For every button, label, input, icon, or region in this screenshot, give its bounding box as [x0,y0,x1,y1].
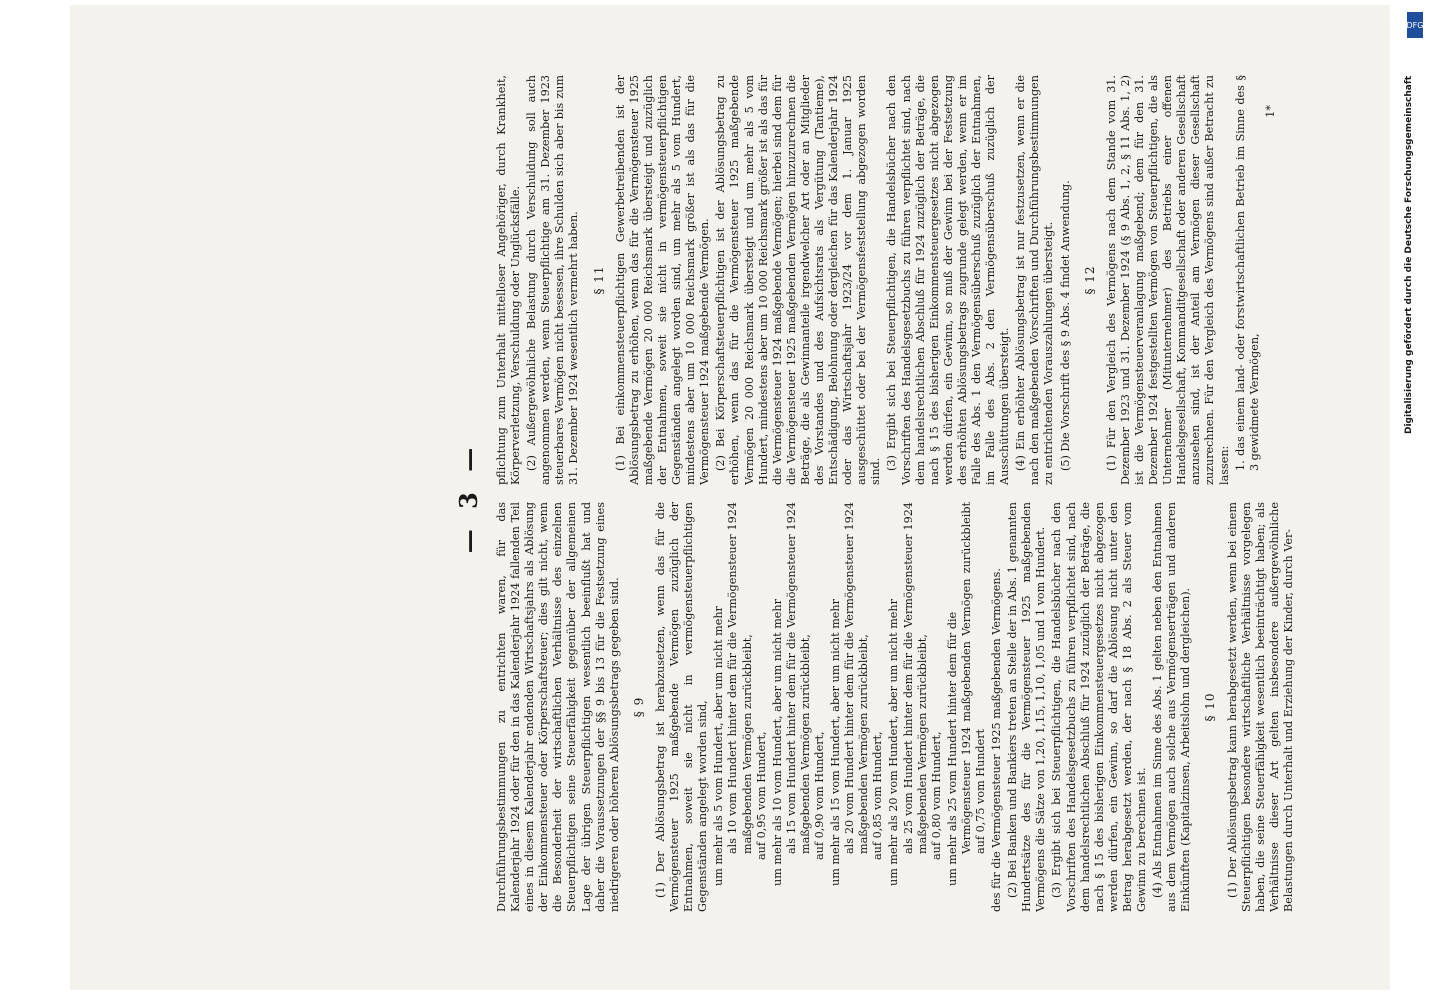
tier-item [829,502,885,912]
page-number: — 3 — [453,441,483,554]
section-heading: § 10 [1203,692,1218,722]
paragraph: (4) Ein erhöhter Ablösungsbetrag ist nur festzusetzen, wenn er die nach den maßgebenden Vorschriften und Durchführungsbestimmungen zu entrichtenden Vorauszahlungen übersteigt. [1014,75,1056,485]
section-heading: § 9 [631,696,646,718]
section-heading: § 12 [1082,265,1097,295]
rotated-page-content [70,5,1390,990]
paragraph: (2) Außergewöhnliche Belastung durch Verschuldung soll auch angenommen werden, wenn Steuerpflichtige am 31. Dezember 1923 steuerbares Vermögen nicht besessen, ihre Schulden sich aber bis zum 31. Dezember 1924 wesentlich vermehrt haben. [525,75,581,485]
paragraph: (1) Für den Vergleich des Vermögens nach dem Stande vom 31. Dezember 1923 und 31. Dezember 1924 (§ 9 Abs. 1, 2, § 11 Abs. 1, 2) ist die Vermögensteuerveranlagung maßgebend; dem für den 31. Dezember 1924 festgestellten Vermögen von Steuerpflichtigen, die als Unternehmer (Mitunternehmer) des Betriebs einer offenen Handelsgesellschaft, Kommanditgesellschaft oder anderen Gesellschaft anzusehen sind, ist der Anteil am Vermögen dieser Gesellschaft zuzurechnen. Für den Vergleich des Vermögens sind außer Betracht zu lassen: [1104,75,1231,485]
tier-item [712,502,768,912]
dfg-logo: DFG [1407,12,1423,38]
tier-line: auf 0,80 vom Hundert, [929,731,943,860]
paragraph: (3) Ergibt sich bei Steuerpflichtigen, die Handelsbücher nach den Vorschriften des Handelsgesetzbuchs zu führen verpflichtet sind, nach dem handelsrechtlichen Abschluß für 1924 zuzüglich der Beträge, die nach § 15 des bisherigen Einkommensteuergesetzes nicht abgezogen werden dürfen, ein Gewinn, so darf die Ablösung nicht unter den Betrag herabgesetzt werden, der nach § 18 Abs. 2 als Steuer vom Gewinn zu berechnen ist. [1050,502,1149,912]
paragraph: (1) Der Ablösungsbetrag kann herabgesetzt werden, wenn bei einem Steuerpflichtigen besondere wirtschaftliche Verhältnisse vorgelegen haben, die seine Steuerfähigkeit wesentlich beeinträchtigt haben; als Verhältnisse dieser Art gelten insbesondere außergewöhnliche Belastungen durch Unterhalt und Erziehung der Kinder, durch Ver- [1225,502,1295,912]
right-column [495,75,1315,485]
tier-line: als 10 vom Hundert hinter dem für die Vermögensteuer 1924 maßgebenden Vermögen zurückbleibt, [726,502,754,854]
tier-line: um mehr als 5 vom Hundert, aber um nicht mehr [712,606,726,886]
tier-item [887,502,943,912]
tier-line: auf 0,90 vom Hundert, [812,731,826,860]
tier-line: um mehr als 25 vom Hundert hinter dem für die [945,611,959,886]
paragraph: (5) Die Vorschrift des § 9 Abs. 4 findet Anwendung. [1058,180,1072,471]
funding-note: Digitalisierung gefördert durch die Deutsche Forschungsgemeinschaft [1404,75,1414,434]
footer-mark: 1* [1263,105,1277,118]
list-item: 1. das einem land- oder forstwirtschaftlichen Betrieb im Sinne des § 3 gewidmete Vermögen, [1233,75,1261,471]
paragraph: (2) Bei Körperschaftsteuerpflichtigen ist der Ablösungsbetrag zu erhöhen, wenn das für die Vermögensteuer 1925 maßgebende Vermögen 20 000 Reichsmark übersteigt und um mehr als 5 vom Hundert, mindestens aber um 10 000 Reichsmark größer ist als das für die Vermögensteuer 1924 maßgebende Vermögen; hierbei sind dem für die Vermögensteuer 1925 maßgebenden Vermögen hinzuzurechnen die Beträge, die als Gewinnanteile irgendwelcher Art oder an Mitglieder des Vorstandes und des Aufsichtsrats als Vergütung (Tantieme), Entschädigung, Belohnung oder dergleichen für das Kalenderjahr 1924 oder das Wirtschaftsjahr 1923/24 vor dem 1. Januar 1925 ausgeschüttet oder bei der Vermögensfeststellung abgezogen worden sind. [714,75,883,485]
scanned-page [70,5,1390,990]
paragraph: (1) Der Ablösungsbetrag ist herabzusetzen, wenn das für die Vermögensteuer 1925 maßgebende Vermögen zuzüglich der Entnahmen, soweit sie nicht in vermögensteuerpflichtigen Gegenständen angelegt worden sind, [653,502,710,912]
paragraph: Durchführungsbestimmungen zu entrichten waren, für das Kalenderjahr 1924 oder für den in das Kalenderjahr 1924 fallenden Teil eines in diesem Kalenderjahr endenden Wirtschaftsjahrs als Ablösung der Einkommensteuer oder Körperschaftsteuer; dies gilt nicht, wenn die Besonderheit der wirtschaftlichen Verhältnisse des einzelnen Steuerpflichtigen seine Steuerfähigkeit gegenüber der allgemeinen Lage der übrigen Steuerpflichtigen wesentlich beeinflußt hat und daher die Voraussetzungen der §§ 9 bis 13 für die Festsetzung eines niedrigeren oder höheren Ablösungsbetrags gegeben sind. [495,502,621,912]
tier-item [946,502,988,912]
paragraph: (3) Ergibt sich bei Steuerpflichtigen, die Handelsbücher nach den Vorschriften des Handelsgesetzbuchs zu führen verpflichtet sind, nach dem handelsrechtlichen Abschluß für 1924 zuzüglich der Beträge, die nach § 15 des bisherigen Einkommensteuergesetzes nicht abgezogen werden dürfen, ein Gewinn, so muß der Gewinn bei der Festsetzung des erhöhten Ablösungsbetrags zugrunde gelegt werden, wenn er im Falle des Abs. 1 den Vermögensüberschuß zuzüglich der Entnahmen, im Falle des Abs. 2 den Vermögensüberschuß zuzüglich der Ausschüttungen übersteigt. [885,75,1012,485]
tier-line: um mehr als 20 vom Hundert, aber um nicht mehr [887,599,901,886]
tier-line: Vermögensteuer 1924 maßgebenden Vermögen zurückbleibt auf 0,75 vom Hundert [959,502,987,854]
left-column [495,502,1315,912]
tier-line: um mehr als 15 vom Hundert, aber um nicht mehr [829,599,843,886]
tier-line: als 25 vom Hundert hinter dem für die Vermögensteuer 1924 maßgebenden Vermögen zurückbleibt, [901,502,929,854]
funding-sidebar [1404,10,1426,440]
tier-line: als 20 vom Hundert hinter dem für die Vermögensteuer 1924 maßgebenden Vermögen zurückbleibt, [843,502,871,854]
paragraph: pflichtung zum Unterhalt mittelloser Angehöriger, durch Krankheit, Körperverletzung, Verschuldung oder Unglücksfälle. [495,75,523,485]
paragraph: (2) Bei Banken und Bankiers treten an Stelle der in Abs. 1 genannten Hundertsätze des für die Vermögensteuer 1925 maßgebenden Vermögens die Sätze von 1,20, 1,15, 1,10, 1,05 und 1 vom Hundert. [1006,502,1048,912]
tier-item [771,502,827,912]
tier-line: als 15 vom Hundert hinter dem für die Vermögensteuer 1924 maßgebenden Vermögen zurückbleibt, [784,502,812,854]
paragraph: (4) Als Entnahmen im Sinne des Abs. 1 gelten neben den Entnahmen aus dem Vermögen auch solche aus Vermögenserträgen und anderen Einkünften (Kapitalzinsen, Arbeitslohn und dergleichen). [1151,502,1193,912]
section-heading: § 11 [591,265,606,295]
tier-line: auf 0,85 vom Hundert, [871,731,885,860]
tier-line: auf 0,95 vom Hundert, [754,731,768,860]
tier-line: um mehr als 10 vom Hundert, aber um nicht mehr [770,599,784,886]
paragraph: des für die Vermögensteuer 1925 maßgebenden Vermögens. [990,568,1004,912]
paragraph: (1) Bei einkommensteuerpflichtigen Gewerbetreibenden ist der Ablösungsbetrag zu erhöhen, wenn das für die Vermögensteuer 1925 maßgebende Vermögen 20 000 Reichsmark übersteigt und zuzüglich der Entnahmen, soweit sie nicht in vermögensteuerpflichtigen Gegenständen angelegt worden sind, um mehr als 5 vom Hundert, mindestens aber um 10 000 Reichsmark größer ist als das für die Vermögensteuer 1924 maßgebende Vermögen. [613,75,712,485]
